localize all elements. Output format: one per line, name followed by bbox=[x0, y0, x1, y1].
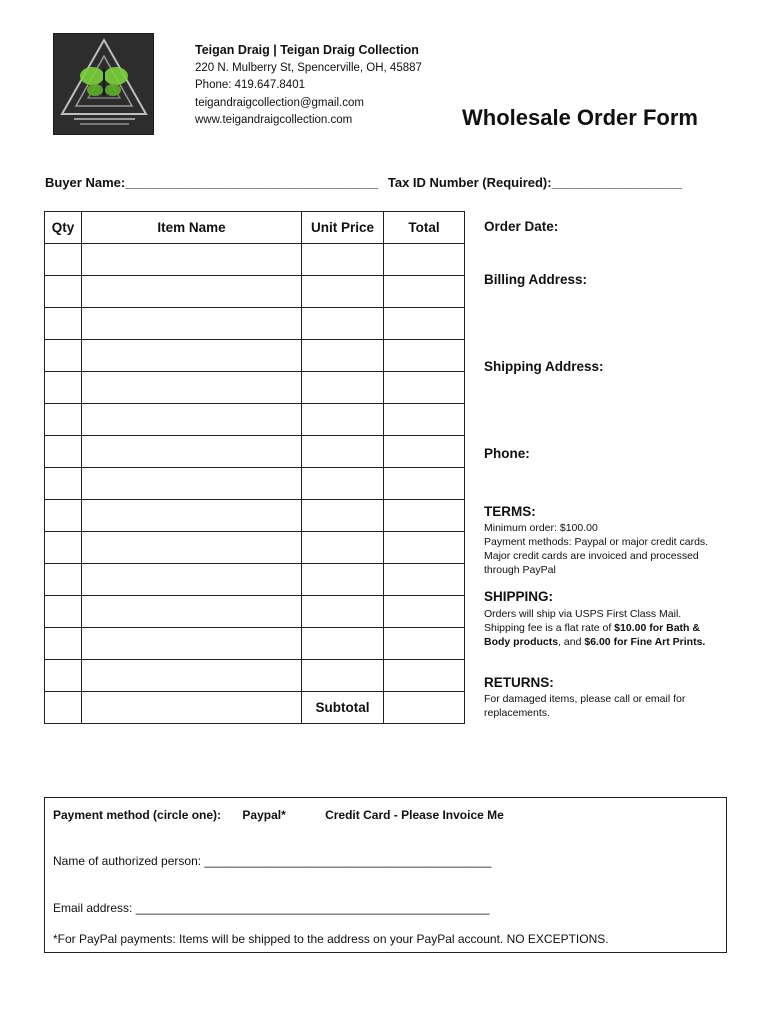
terms-payment-methods: Payment methods: Paypal or major credit cards. Major credit cards are invoiced and processed through PayPal bbox=[484, 536, 709, 576]
unit-price-cell[interactable] bbox=[302, 404, 384, 436]
item-name-cell[interactable] bbox=[82, 628, 302, 660]
unit-price-cell[interactable] bbox=[302, 500, 384, 532]
table-row bbox=[45, 564, 465, 596]
total-cell[interactable] bbox=[384, 436, 465, 468]
item-name-cell[interactable] bbox=[82, 404, 302, 436]
payment-method-row bbox=[53, 808, 504, 822]
header-qty: Qty bbox=[45, 212, 82, 244]
total-cell[interactable] bbox=[384, 628, 465, 660]
qty-cell[interactable] bbox=[45, 404, 82, 436]
table-row bbox=[45, 660, 465, 692]
item-name-cell[interactable] bbox=[82, 660, 302, 692]
total-cell[interactable] bbox=[384, 468, 465, 500]
company-info bbox=[195, 42, 422, 130]
table-row bbox=[45, 532, 465, 564]
qty-cell[interactable] bbox=[45, 692, 82, 724]
payment-method-label: Payment method (circle one): bbox=[53, 808, 222, 822]
unit-price-cell[interactable] bbox=[302, 628, 384, 660]
unit-price-cell[interactable] bbox=[302, 276, 384, 308]
table-row bbox=[45, 404, 465, 436]
total-cell[interactable] bbox=[384, 500, 465, 532]
shipping-address-label[interactable]: Shipping Address: bbox=[484, 359, 604, 374]
item-name-cell[interactable] bbox=[82, 500, 302, 532]
unit-price-cell[interactable] bbox=[302, 340, 384, 372]
table-body bbox=[45, 244, 465, 724]
qty-cell[interactable] bbox=[45, 596, 82, 628]
shipping-fine-art-rate: $6.00 for Fine Art Prints. bbox=[584, 636, 706, 648]
unit-price-cell[interactable] bbox=[302, 244, 384, 276]
header-item-name: Item Name bbox=[82, 212, 302, 244]
total-cell[interactable] bbox=[384, 308, 465, 340]
table-header-row bbox=[45, 212, 465, 244]
table-row bbox=[45, 468, 465, 500]
total-cell[interactable] bbox=[384, 372, 465, 404]
total-cell[interactable] bbox=[384, 660, 465, 692]
buyer-line bbox=[45, 175, 682, 190]
buyer-name-field[interactable]: Buyer Name:___________________________________ bbox=[45, 175, 379, 190]
total-cell[interactable] bbox=[384, 340, 465, 372]
total-cell[interactable] bbox=[384, 404, 465, 436]
billing-address-label[interactable]: Billing Address: bbox=[484, 272, 588, 287]
order-items-table bbox=[44, 211, 465, 724]
qty-cell[interactable] bbox=[45, 308, 82, 340]
shipping-body bbox=[484, 607, 724, 649]
tax-id-field[interactable]: Tax ID Number (Required):__________________ bbox=[387, 175, 682, 190]
table-row bbox=[45, 628, 465, 660]
unit-price-cell[interactable] bbox=[302, 596, 384, 628]
item-name-cell[interactable] bbox=[82, 468, 302, 500]
subtotal-row bbox=[45, 692, 465, 724]
company-email: teigandraigcollection@gmail.com bbox=[195, 96, 364, 109]
qty-cell[interactable] bbox=[45, 500, 82, 532]
item-name-cell[interactable] bbox=[82, 340, 302, 372]
table-row bbox=[45, 436, 465, 468]
qty-cell[interactable] bbox=[45, 340, 82, 372]
unit-price-cell[interactable] bbox=[302, 532, 384, 564]
item-name-cell[interactable] bbox=[82, 436, 302, 468]
company-logo bbox=[53, 33, 154, 135]
unit-price-cell[interactable] bbox=[302, 564, 384, 596]
company-address: 220 N. Mulberry St, Spencerville, OH, 45887 bbox=[195, 61, 422, 74]
item-name-cell[interactable] bbox=[82, 276, 302, 308]
butterfly-logo-icon bbox=[54, 34, 154, 135]
total-cell[interactable] bbox=[384, 596, 465, 628]
total-cell[interactable] bbox=[384, 532, 465, 564]
item-name-cell[interactable] bbox=[82, 532, 302, 564]
unit-price-cell[interactable] bbox=[302, 308, 384, 340]
authorized-person-field[interactable]: Name of authorized person: ___________________________________________ bbox=[53, 854, 492, 868]
table-row bbox=[45, 596, 465, 628]
company-website: www.teigandraigcollection.com bbox=[195, 114, 353, 126]
table-row bbox=[45, 372, 465, 404]
qty-cell[interactable] bbox=[45, 628, 82, 660]
item-name-cell[interactable] bbox=[82, 308, 302, 340]
order-date-label[interactable]: Order Date: bbox=[484, 219, 559, 234]
total-cell[interactable] bbox=[384, 244, 465, 276]
payment-option-credit-card[interactable]: Credit Card - Please Invoice Me bbox=[325, 808, 504, 822]
terms-minimum-order: Minimum order: $100.00 bbox=[484, 522, 598, 534]
subtotal-value-cell[interactable] bbox=[384, 692, 465, 724]
table-row bbox=[45, 500, 465, 532]
returns-body: For damaged items, please call or email for replacements. bbox=[484, 693, 686, 719]
item-name-cell[interactable] bbox=[82, 372, 302, 404]
header-total: Total bbox=[384, 212, 465, 244]
terms-heading: TERMS: bbox=[484, 504, 536, 519]
company-name: Teigan Draig | Teigan Draig Collection bbox=[195, 43, 419, 57]
returns-heading: RETURNS: bbox=[484, 675, 554, 690]
shipping-bath-body-rate: $10.00 for Bath & Body products bbox=[484, 622, 700, 648]
total-cell[interactable] bbox=[384, 276, 465, 308]
payment-option-paypal[interactable]: Paypal* bbox=[242, 808, 286, 822]
item-name-cell[interactable] bbox=[82, 692, 302, 724]
company-phone: Phone: 419.647.8401 bbox=[195, 79, 305, 91]
table-row bbox=[45, 308, 465, 340]
shipping-heading: SHIPPING: bbox=[484, 589, 554, 604]
qty-cell[interactable] bbox=[45, 372, 82, 404]
phone-label[interactable]: Phone: bbox=[484, 446, 530, 461]
qty-cell[interactable] bbox=[45, 532, 82, 564]
unit-price-cell[interactable] bbox=[302, 372, 384, 404]
unit-price-cell[interactable] bbox=[302, 436, 384, 468]
table-row bbox=[45, 340, 465, 372]
subtotal-label: Subtotal bbox=[302, 692, 384, 724]
unit-price-cell[interactable] bbox=[302, 660, 384, 692]
qty-cell[interactable] bbox=[45, 244, 82, 276]
email-address-field[interactable]: Email address: _____________________________________________________ bbox=[53, 901, 490, 915]
paypal-note: *For PayPal payments: Items will be shipped to the address on your PayPal account. NO EXCEPTIONS. bbox=[53, 932, 609, 946]
qty-cell[interactable] bbox=[45, 276, 82, 308]
qty-cell[interactable] bbox=[45, 660, 82, 692]
qty-cell[interactable] bbox=[45, 564, 82, 596]
unit-price-cell[interactable] bbox=[302, 468, 384, 500]
item-name-cell[interactable] bbox=[82, 564, 302, 596]
item-name-cell[interactable] bbox=[82, 596, 302, 628]
shipping-text-2: , and bbox=[558, 636, 585, 648]
qty-cell[interactable] bbox=[45, 468, 82, 500]
table-row bbox=[45, 276, 465, 308]
payment-box bbox=[44, 797, 727, 953]
form-title: Wholesale Order Form bbox=[462, 105, 698, 130]
qty-cell[interactable] bbox=[45, 436, 82, 468]
shipping-text-1: Orders will ship via USPS First Class Mail. Shipping fee is a flat rate of bbox=[484, 608, 682, 634]
item-name-cell[interactable] bbox=[82, 244, 302, 276]
total-cell[interactable] bbox=[384, 564, 465, 596]
terms-body bbox=[484, 521, 724, 577]
header-unit-price: Unit Price bbox=[302, 212, 384, 244]
table-row bbox=[45, 244, 465, 276]
